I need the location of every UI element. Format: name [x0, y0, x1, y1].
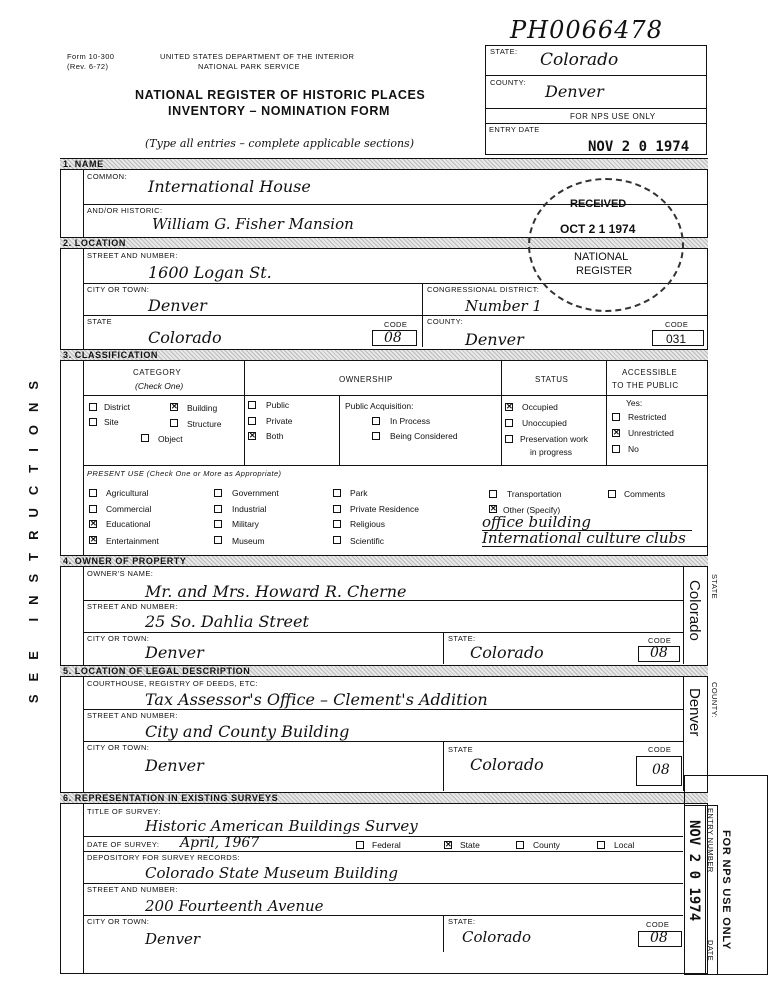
historic-name: William G. Fisher Mansion [152, 215, 354, 233]
public-acquisition-label: Public Acquisition: [345, 401, 414, 411]
occupied-label: Occupied [522, 402, 558, 412]
form-title: NATIONAL REGISTER OF HISTORIC PLACES [135, 88, 426, 102]
legal-street: City and County Building [145, 722, 350, 741]
park-checkbox[interactable] [333, 489, 341, 497]
section-6-heading: 6. REPRESENTATION IN EXISTING SURVEYS [63, 793, 279, 803]
section-2-heading: 2. LOCATION [63, 238, 126, 248]
unoccupied-label: Unoccupied [522, 418, 567, 428]
county-label: COUNTY: [490, 78, 527, 87]
entry-date-value: NOV 2 0 1974 [588, 139, 690, 155]
both-checkbox[interactable] [248, 432, 256, 440]
county-label-2: COUNTY: [427, 317, 464, 326]
side-nps-use-only: FOR NPS USE ONLY [720, 830, 732, 950]
in-process-checkbox[interactable] [372, 417, 380, 425]
section-4-heading: 4. OWNER OF PROPERTY [63, 556, 187, 566]
present-use-label: PRESENT USE (Check One or More as Appropriate) [87, 469, 282, 478]
public-label: Public [266, 400, 290, 410]
depository-code: 08 [650, 930, 668, 946]
no-label: No [628, 444, 639, 454]
local-label: Local [614, 840, 635, 850]
depository-state-label: STATE: [448, 917, 476, 926]
to-public-header: TO THE PUBLIC [612, 381, 679, 390]
district-checkbox[interactable] [89, 403, 97, 411]
private-label: Private [266, 416, 293, 426]
occupied-checkbox[interactable] [505, 403, 513, 411]
depository-label: DEPOSITORY FOR SURVEY RECORDS: [87, 853, 241, 862]
building-checkbox[interactable] [170, 403, 178, 411]
side-entry-date: NOV 2 0 1974 [686, 820, 702, 922]
owner-street-label: STREET AND NUMBER: [87, 602, 178, 611]
state-value-2: Colorado [148, 328, 222, 347]
comments-checkbox[interactable] [608, 490, 616, 498]
entry-date-label: ENTRY DATE [489, 125, 540, 134]
owner-state: Colorado [470, 643, 544, 662]
section-1-bar [60, 158, 708, 170]
survey-date-label: DATE OF SURVEY: [87, 840, 160, 849]
see-instructions: SEE INSTRUCTIONS [26, 368, 41, 704]
accessible-header: ACCESSIBLE [622, 368, 678, 377]
preservation-checkbox[interactable] [505, 435, 513, 443]
county-checkbox[interactable] [516, 841, 524, 849]
federal-label: Federal [372, 840, 401, 850]
museum-checkbox[interactable] [214, 536, 222, 544]
state-label: STATE: [490, 47, 518, 56]
religious-label: Religious [350, 519, 385, 529]
object-checkbox[interactable] [141, 434, 149, 442]
unrestricted-label: Unrestricted [628, 428, 674, 438]
stamp-date: OCT 2 1 1974 [560, 222, 636, 236]
yes-label: Yes: [626, 398, 643, 408]
section-5-bar [60, 665, 708, 677]
other-specify-1: office building [482, 513, 592, 531]
nps-use-only: FOR NPS USE ONLY [570, 112, 656, 121]
service: NATIONAL PARK SERVICE [198, 62, 300, 71]
government-label: Government [232, 488, 279, 498]
other-checkbox[interactable] [489, 505, 497, 513]
other-specify-2: International culture clubs [482, 529, 686, 547]
owner-code-label: CODE [648, 636, 672, 645]
form-number: Form 10-300 [67, 52, 115, 61]
industrial-checkbox[interactable] [214, 505, 222, 513]
county-option-label: County [533, 840, 560, 850]
agricultural-checkbox[interactable] [89, 489, 97, 497]
depository-city: Denver [145, 930, 201, 948]
museum-label: Museum [232, 536, 265, 546]
section-6-bar [60, 792, 708, 804]
entry-number-label: ENTRY NUMBER [706, 808, 715, 873]
state-label-2: STATE [87, 317, 113, 326]
depository-code-label: CODE [646, 920, 670, 929]
county-code-label: CODE [665, 320, 689, 329]
owner-name: Mr. and Mrs. Howard R. Cherne [145, 582, 407, 601]
stamp-register: REGISTER [576, 265, 633, 277]
historic-label: AND/OR HISTORIC: [87, 206, 163, 215]
structure-checkbox[interactable] [170, 419, 178, 427]
transportation-label: Transportation [507, 489, 562, 499]
district-label: District [104, 402, 130, 412]
section-5-heading: 5. LOCATION OF LEGAL DESCRIPTION [63, 666, 251, 676]
section-1-heading: 1. NAME [63, 159, 104, 169]
no-checkbox[interactable] [612, 445, 620, 453]
site-label: Site [104, 417, 119, 427]
depository-value: Colorado State Museum Building [145, 864, 398, 882]
site-checkbox[interactable] [89, 418, 97, 426]
unrestricted-checkbox[interactable] [612, 429, 620, 437]
commercial-checkbox[interactable] [89, 505, 97, 513]
courthouse-label: COURTHOUSE, REGISTRY OF DEEDS, ETC: [87, 679, 259, 688]
stamp-national: NATIONAL [574, 251, 629, 263]
category-header: CATEGORY [133, 368, 182, 377]
in-progress-label: in progress [530, 447, 573, 457]
street-label: STREET AND NUMBER: [87, 251, 178, 260]
scientific-checkbox[interactable] [333, 536, 341, 544]
owner-city-label: CITY OR TOWN: [87, 634, 150, 643]
county-value: Denver [545, 82, 604, 101]
common-name: International House [148, 177, 311, 196]
form-revision: (Rev. 6-72) [67, 62, 109, 71]
section-3-heading: 3. CLASSIFICATION [63, 350, 159, 360]
scientific-label: Scientific [350, 536, 385, 546]
educational-checkbox[interactable] [89, 520, 97, 528]
park-label: Park [350, 488, 368, 498]
legal-state: Colorado [470, 755, 544, 774]
entertainment-label: Entertainment [106, 536, 159, 546]
private-residence-label: Private Residence [350, 504, 419, 514]
survey-title: Historic American Buildings Survey [145, 817, 418, 835]
military-label: Military [232, 519, 259, 529]
side-state-value: Colorado [686, 580, 703, 641]
congressional-district-value: Number 1 [465, 297, 542, 315]
local-checkbox[interactable] [597, 841, 605, 849]
state-code-label: CODE [384, 320, 408, 329]
legal-city-label: CITY OR TOWN: [87, 743, 150, 752]
military-checkbox[interactable] [214, 520, 222, 528]
public-checkbox[interactable] [248, 401, 256, 409]
private-residence-checkbox[interactable] [333, 505, 341, 513]
side-date-label: DATE [706, 940, 715, 962]
restricted-label: Restricted [628, 412, 667, 422]
educational-label: Educational [106, 519, 151, 529]
side-state-label: STATE [710, 574, 719, 600]
side-county-value: Denver [686, 688, 703, 737]
owner-name-label: OWNER'S NAME: [87, 569, 154, 578]
reference-number: PH0066478 [510, 16, 663, 44]
state-option-label: State [460, 840, 480, 850]
unoccupied-checkbox[interactable] [505, 419, 513, 427]
legal-city: Denver [145, 756, 204, 775]
depository-city-label: CITY OR TOWN: [87, 917, 150, 926]
other-label: Other (Specify) [503, 505, 561, 515]
form-subtitle: INVENTORY – NOMINATION FORM [168, 104, 390, 118]
owner-street: 25 So. Dahlia Street [145, 612, 309, 631]
owner-city: Denver [145, 643, 204, 662]
stamp-received: RECEIVED [570, 198, 627, 210]
ownership-header: OWNERSHIP [339, 375, 393, 384]
both-label: Both [266, 431, 284, 441]
preservation-label: Preservation work [520, 434, 589, 444]
object-label: Object [158, 434, 183, 444]
federal-checkbox[interactable] [356, 841, 364, 849]
owner-code: 08 [650, 645, 668, 661]
depository-street-label: STREET AND NUMBER: [87, 885, 178, 894]
city-label: CITY OR TOWN: [87, 285, 150, 294]
transportation-checkbox[interactable] [489, 490, 497, 498]
depository-street: 200 Fourteenth Avenue [145, 897, 324, 915]
depository-state: Colorado [462, 928, 532, 946]
being-considered-label: Being Considered [390, 431, 458, 441]
restricted-checkbox[interactable] [612, 413, 620, 421]
county-code-value: 031 [666, 332, 687, 346]
being-considered-checkbox[interactable] [372, 432, 380, 440]
survey-date: April, 1967 [180, 835, 260, 851]
street-value: 1600 Logan St. [148, 263, 272, 282]
state-code-value: 08 [384, 330, 402, 346]
section-4-bar [60, 555, 708, 567]
section-3-bar [60, 349, 708, 361]
legal-code-label: CODE [648, 745, 672, 754]
government-checkbox[interactable] [214, 489, 222, 497]
private-checkbox[interactable] [248, 417, 256, 425]
county-value-2: Denver [465, 330, 524, 349]
department: UNITED STATES DEPARTMENT OF THE INTERIOR [160, 52, 355, 61]
state-checkbox[interactable] [444, 841, 452, 849]
legal-code: 08 [652, 762, 670, 778]
religious-checkbox[interactable] [333, 520, 341, 528]
instruction: (Type all entries – complete applicable sections) [145, 137, 414, 150]
common-label: COMMON: [87, 172, 127, 181]
city-value: Denver [148, 296, 207, 315]
survey-title-label: TITLE OF SURVEY: [87, 807, 161, 816]
agricultural-label: Agricultural [106, 488, 149, 498]
comments-label: Comments [624, 489, 666, 499]
legal-street-label: STREET AND NUMBER: [87, 711, 178, 720]
entertainment-checkbox[interactable] [89, 536, 97, 544]
check-one: (Check One) [135, 381, 184, 391]
commercial-label: Commercial [106, 504, 152, 514]
owner-state-label: STATE: [448, 634, 476, 643]
in-process-label: In Process [390, 416, 431, 426]
status-header: STATUS [535, 375, 569, 384]
legal-state-label: STATE [448, 745, 474, 754]
courthouse-value: Tax Assessor's Office – Clement's Addition [145, 690, 488, 709]
industrial-label: Industrial [232, 504, 267, 514]
structure-label: Structure [187, 419, 222, 429]
building-label: Building [187, 403, 218, 413]
state-value: Colorado [540, 50, 619, 70]
congressional-district-label: CONGRESSIONAL DISTRICT: [427, 285, 540, 294]
side-county-label: COUNTY: [710, 682, 719, 719]
